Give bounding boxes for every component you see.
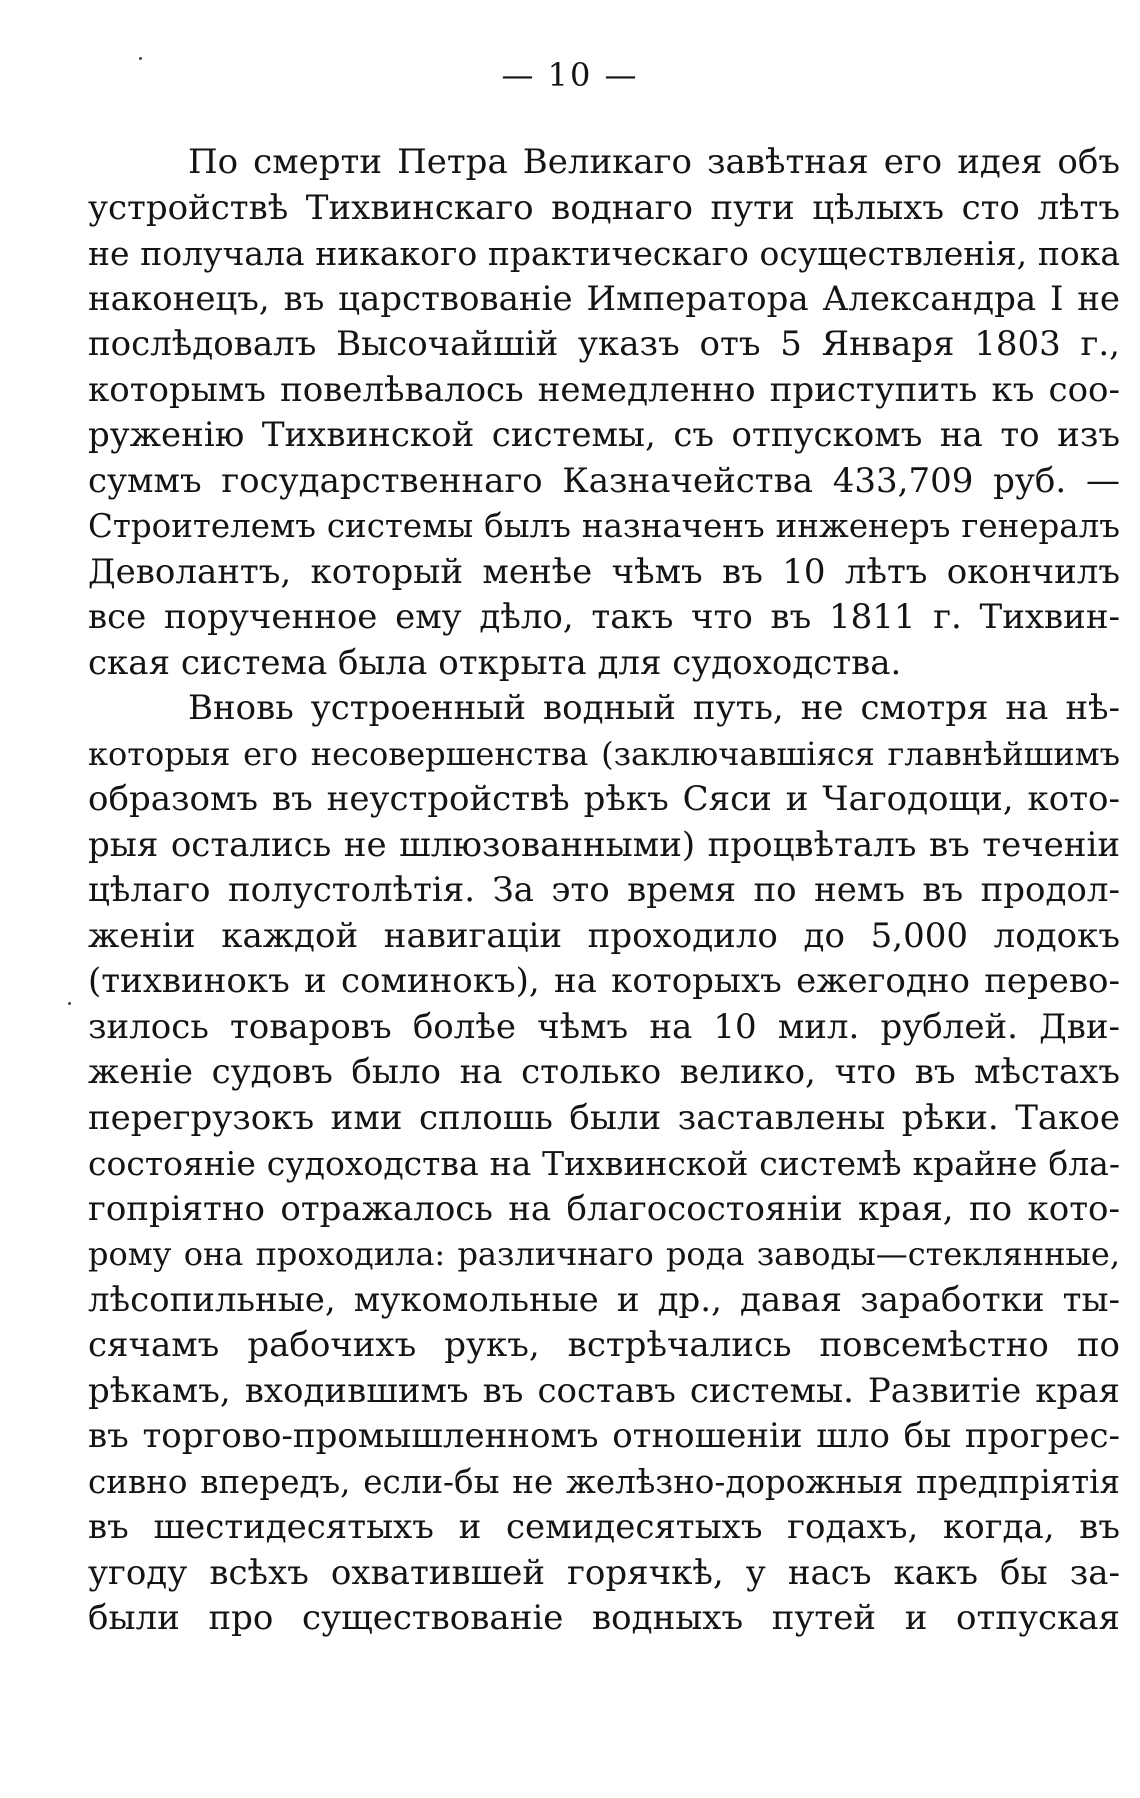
text-line: рѣкамъ, входившимъ въ составъ системы. Развитіе края — [88, 1370, 1120, 1411]
text-line: перегрузокъ ими сплошь были заставлены рѣки. Такое — [88, 1097, 1120, 1138]
text-line: все порученное ему дѣло, такъ что въ 1811 г. Тихвин- — [88, 597, 1120, 637]
text-line: По смерти Петра Великаго завѣтная его идея объ — [188, 142, 1120, 182]
text-line: рыя остались не шлюзованными) процвѣталъ въ теченіи — [88, 824, 1120, 865]
text-line: ская система была открыта для судоходства. — [88, 642, 902, 683]
text-line: лѣсопильные, мукомольные и др., давая заработки ты- — [88, 1279, 1120, 1320]
text-line: (тихвинокъ и соминокъ), на которыхъ ежегодно перево- — [88, 961, 1120, 1001]
text-line: Деволантъ, который менѣе чѣмъ въ 10 лѣтъ окончилъ — [88, 551, 1120, 592]
text-line: устройствѣ Тихвинскаго воднаго пути цѣлыхъ сто лѣтъ — [88, 187, 1120, 228]
text-line: не получала никакого практическаго осуществленія, пока — [88, 234, 1120, 273]
text-line: въ торгово-промышленномъ отношеніи шло бы прогрес- — [88, 1416, 1120, 1456]
text-line: гопріятно отражалось на благосостояніи края, по кото- — [88, 1188, 1120, 1229]
text-line: Вновь устроенный водный путь, не смотря на нѣ- — [188, 688, 1120, 728]
text-line: послѣдовалъ Высочайшій указъ отъ 5 Января 1803 г., — [88, 324, 1120, 364]
text-line: руженію Тихвинской системы, съ отпускомъ на то изъ — [88, 415, 1120, 455]
text-line: Строителемъ системы былъ назначенъ инженеръ генералъ — [88, 507, 1120, 545]
text-line: женіе судовъ было на столько велико, что въ мѣстахъ — [88, 1052, 1120, 1092]
text-line: рому она проходила: различнаго рода заводы—стеклянные, — [88, 1235, 1120, 1273]
text-line: были про существованіе водныхъ путей и отпуская — [88, 1598, 1120, 1638]
page-number: — 10 — — [501, 56, 639, 94]
text-line: сивно впередъ, если-бы не желѣзно-дорожныя предпріятія — [88, 1462, 1120, 1501]
text-line: сячамъ рабочихъ рукъ, встрѣчались повсемѣстно по — [88, 1325, 1120, 1365]
text-line: женіи каждой навигаціи проходило до 5,000 лодокъ — [88, 915, 1120, 956]
text-line: которыя его несовершенства (заключавшіяся главнѣйшимъ — [88, 734, 1120, 773]
text-line: цѣлаго полустолѣтія. За это время по немъ въ продол- — [88, 870, 1120, 910]
text-line: суммъ государственнаго Казначейства 433,709 руб. — — [88, 460, 1120, 501]
text-line: въ шестидесятыхъ и семидесятыхъ годахъ, когда, въ — [88, 1507, 1120, 1547]
text-line: зилось товаровъ болѣе чѣмъ на 10 мил. рублей. Дви- — [88, 1006, 1120, 1047]
text-line: наконецъ, въ царствованіе Императора Александра I не — [88, 278, 1120, 319]
print-speck — [68, 1002, 71, 1005]
text-line: образомъ въ неустройствѣ рѣкъ Сяси и Чагодощи, кото- — [88, 779, 1120, 819]
body-text — [88, 140, 1120, 1642]
text-line: угоду всѣхъ охватившей горячкѣ, у насъ какъ бы за- — [88, 1552, 1120, 1593]
text-line: состояніе судоходства на Тихвинской системѣ крайне бла- — [88, 1144, 1120, 1183]
text-line: которымъ повелѣвалось немедленно приступить къ соо- — [88, 369, 1120, 410]
print-speck — [139, 57, 142, 60]
